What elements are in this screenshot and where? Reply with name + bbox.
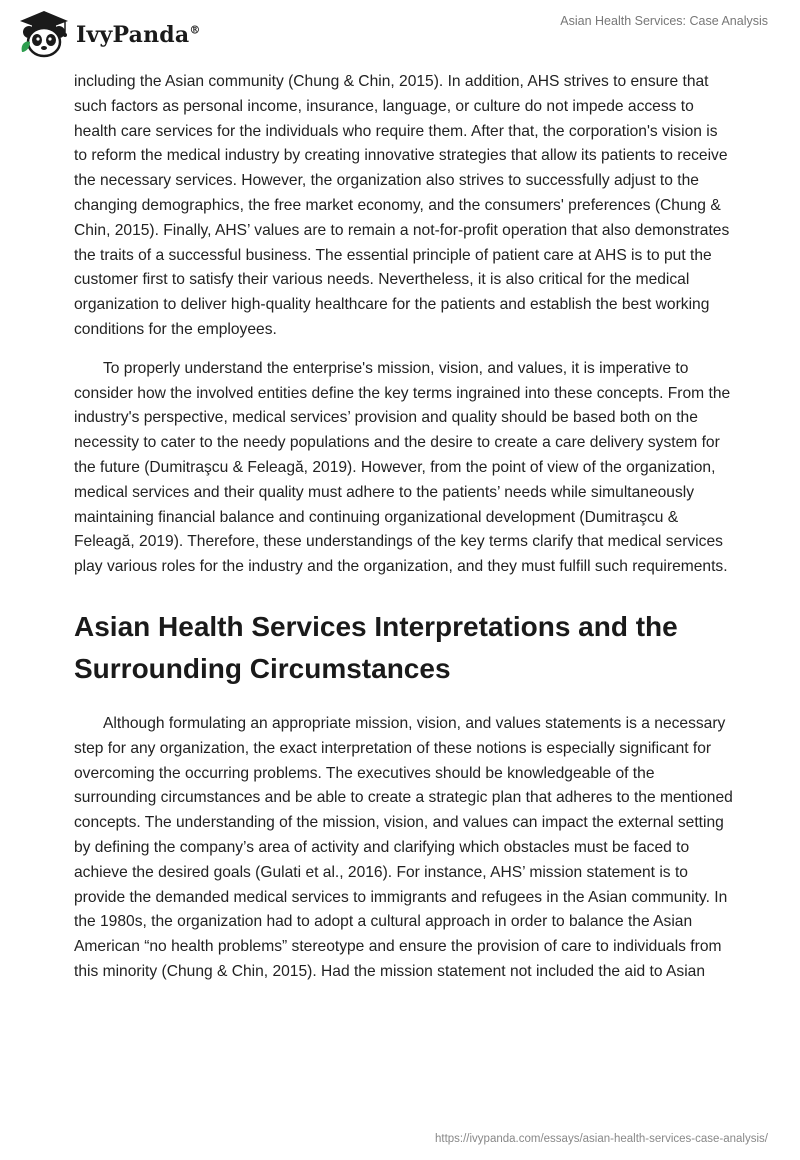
page-header <box>0 0 800 70</box>
source-url[interactable]: https://ivypanda.com/essays/asian-health-services-case-analysis/ <box>434 1133 768 1145</box>
paragraph-continued: including the Asian community (Chung & Chin, 2015). In addition, AHS strives to ensure that such factors as personal income, insurance, language, or culture do not impede access to health care services for the individuals who require them. After that, the corporation's vision is to reform the medical industry by creating innovative strategies that allow its patients to receive the necessary services. However, the organization also strives to successfully adjust to the changing demographics, the free market economy, and the consumers' preferences (Chung & Chin, 2015). Finally, AHS’ values are to remain a not-for-profit operation that also demonstrates the traits of a successful business. The essential principle of patient care at AHS is to put the customer first to satisfy their various needs. Nevertheless, it is also critical for the medical organization to deliver high-quality healthcare for the patients and establish the best working conditions for the employees. <box>74 73 730 338</box>
paragraph: Although formulating an appropriate mission, vision, and values statements is a necessary step for any organization, the exact interpretation of these notions is especially significant for overcoming the occurring problems. The executives should be knowledgeable of the surrounding circumstances and be able to create a strategic plan that adheres to the mentioned concepts. The understanding of the mission, vision, and values can impact the external setting by defining the company’s area of activity and clarifying which obstacles must be faced to achieve the desired goals (Gulati et al., 2016). For instance, AHS’ mission statement is to provide the demanded medical services to immigrants and refugees in the Asian community. In the 1980s, the organization had to adopt a cultural approach in order to balance the Asian American “no health problems” stereotype and ensure the provision of care to individuals from this minority (Chung & Chin, 2015). Had the mission statement not included the aid to Asian <box>74 714 733 980</box>
article-body <box>74 70 734 999</box>
section-heading: Asian Health Services Interpretations and the Surrounding Circumstances <box>74 610 678 684</box>
document-title: Asian Health Services: Case Analysis <box>560 14 768 28</box>
brand-name: IvyPanda® <box>76 22 201 48</box>
brand-logo[interactable] <box>16 8 201 60</box>
panda-graduation-cap-icon <box>16 8 72 60</box>
paragraph: To properly understand the enterprise's mission, vision, and values, it is imperative to consider how the involved entities define the key terms ingrained into these concepts. From the industry's perspective, medical services’ provision and quality should be based both on the necessity to cater to the needy populations and the desire to create a care delivery system for the future (Dumitraşcu & Feleagă, 2019). However, from the point of view of the organization, medical services and their quality must adhere to the patients’ needs while simultaneously maintaining financial balance and continuing organizational development (Dumitraşcu & Feleagă, 2019). Therefore, these understandings of the key terms clarify that medical services play various roles for the industry and the organization, and they must fulfill such requirements. <box>74 359 731 576</box>
